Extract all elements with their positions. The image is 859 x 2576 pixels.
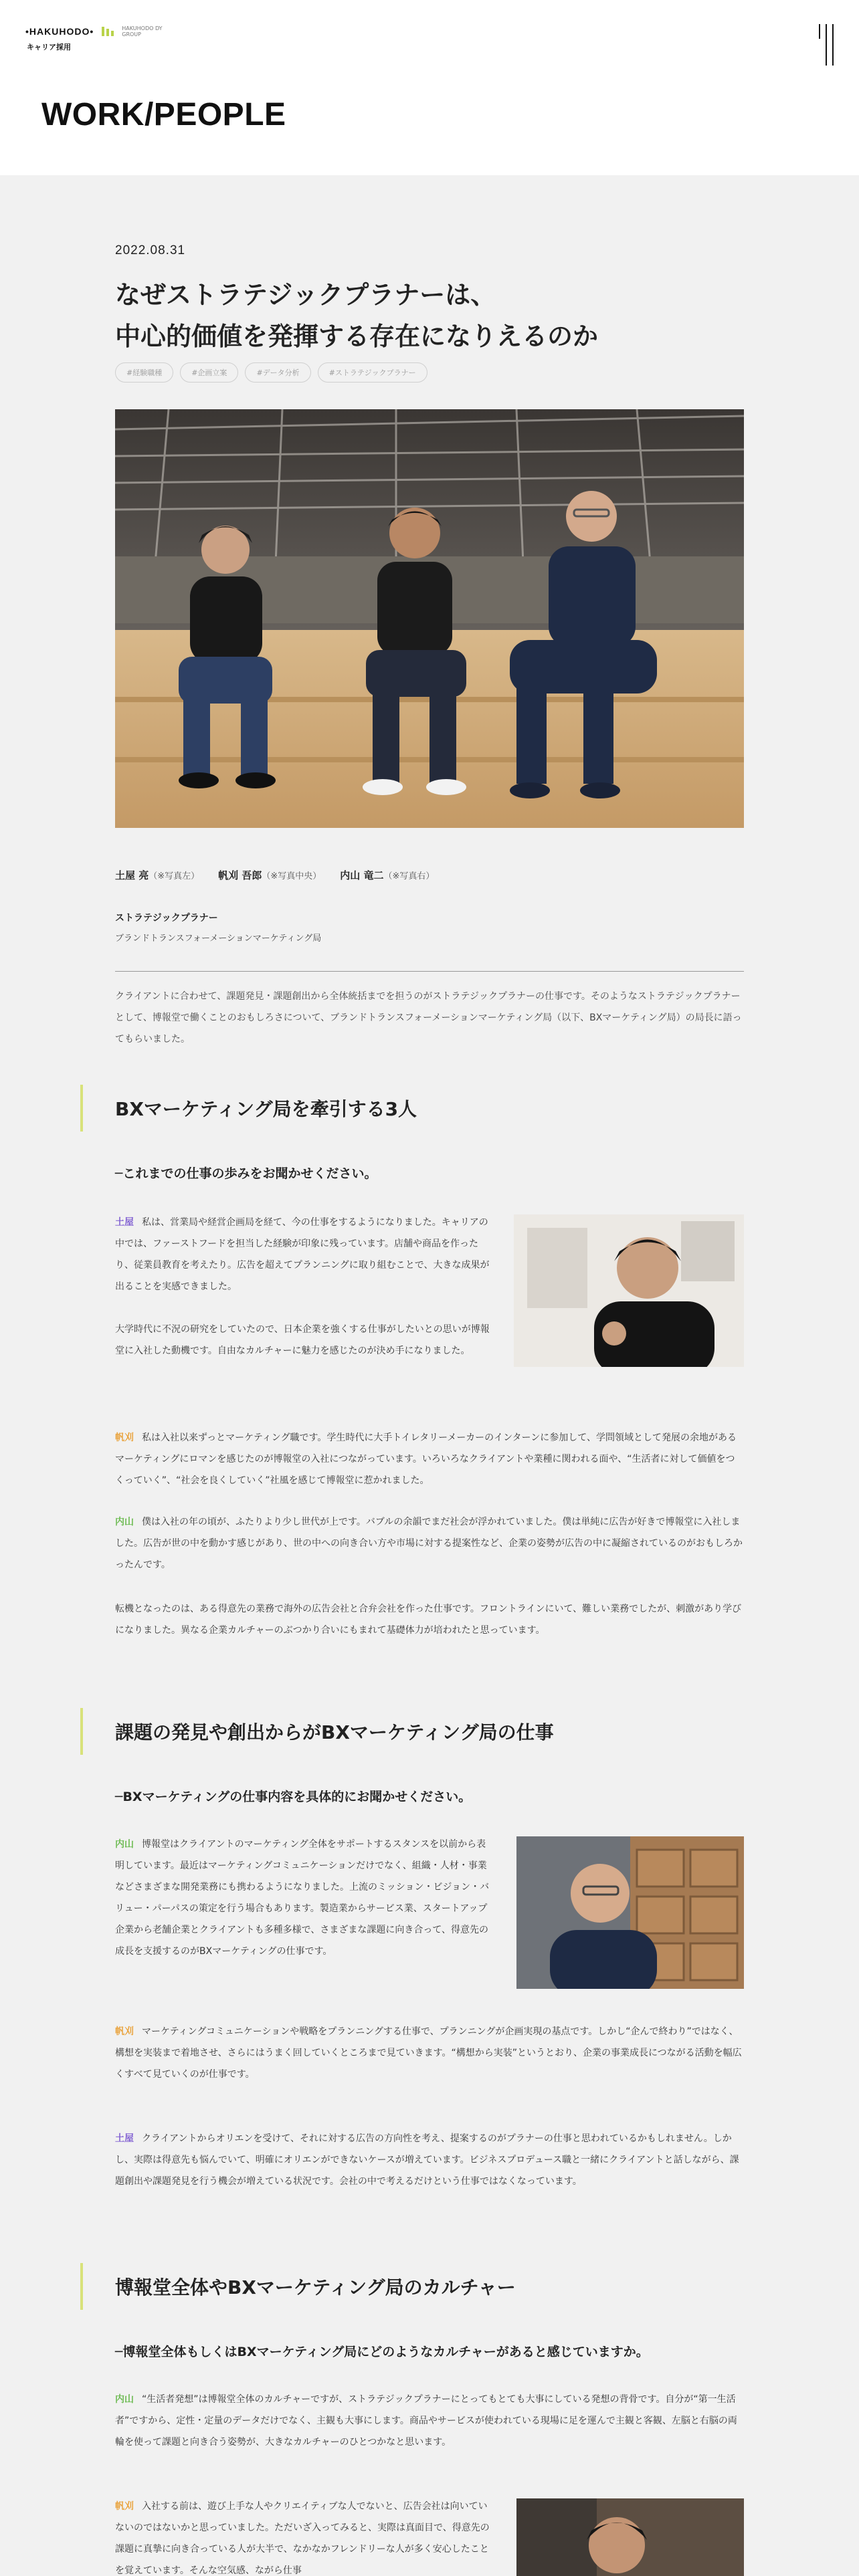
answer-text: クライアントからオリエンを受けて、それに対する広告の方向性を考え、提案するのがプラナーの仕事と思われているかもしれません。しかし、実際は得意先も悩んでいて、明確にオリエンができないケースが増えています。ビジネスプロデュース職と一緒にクライアントと話しながら、課題創出や課題発見を行う機会が増えている状況です。会社の中で考えるだけという仕事ではなくなっています。 xyxy=(115,2133,739,2187)
portrait-photo xyxy=(516,2498,744,2576)
hero-photo-illustration xyxy=(115,409,744,828)
speaker-label: 内山 xyxy=(115,1839,134,1850)
speaker-label: 土屋 xyxy=(115,1217,134,1228)
portrait-photo xyxy=(514,1214,744,1367)
person-3 xyxy=(340,868,434,882)
site-header xyxy=(0,0,859,175)
answer-text: 私は、営業局や経営企画局を経て、今の仕事をするようになりました。キャリアの中では、ファーストフードを担当した経験が印象に残っています。店舗や商品を作ったり、従業員教育を考えたり。広告を超えてプランニングに取り組むことで、大きな成果が出ることを実感できました。 xyxy=(115,1217,490,1292)
portrait-illustration xyxy=(516,2498,744,2576)
answer-text: 博報堂はクライアントのマーケティング全体をサポートするスタンスを以前から表明しています。最近はマーケティングコミュニケーションだけでなく、組織・人材・事業などさまざまな開発業務にも携わるようになりました。上流のミッション・ビジョン・バリュー・パーパスの策定を行う場合もあります。製造業からサービス業、スタートアップ企業から老舗企業とクライアントも多種多様で、さまざまな課題に向き合って、得意先の成長を支援するのがBXマーケティングの仕事です。 xyxy=(115,1839,490,1957)
person-name: 帆刈 吾郎 xyxy=(218,869,262,881)
answer-paragraph xyxy=(115,1427,744,1491)
answer-paragraph xyxy=(115,2389,744,2453)
speaker-label: 帆刈 xyxy=(115,2026,134,2037)
person-name: 内山 竜二 xyxy=(340,869,384,881)
portrait-photo xyxy=(516,1836,744,1989)
divider xyxy=(115,971,744,972)
person-photo-position: （※写真中央） xyxy=(262,871,322,881)
logo-mark-icon xyxy=(102,27,114,36)
answer-text: 入社する前は、遊び上手な人やクリエイティブな人でないと、広告会社は向いていないのではないかと思っていました。ただいざ入ってみると、実際は真面目で、得意先の課題に真摯に向き合っている人が大半で、なかなかフレンドリーな人が多く安心したことを覚えています。そんな空気感、ながら仕事 xyxy=(115,2501,490,2576)
interviewee-names xyxy=(115,868,434,882)
portrait-illustration xyxy=(514,1214,744,1367)
answer-paragraph xyxy=(115,2128,744,2192)
section-heading: 課題の発見や創出からがBXマーケティング局の仕事 xyxy=(80,1708,743,1755)
tag-link[interactable]: #経験職種 xyxy=(115,362,173,383)
answer-paragraph xyxy=(115,2021,744,2085)
site-logo[interactable] xyxy=(25,25,169,52)
speaker-label: 内山 xyxy=(115,2394,134,2405)
logo-group-text: HAKUHODO DY GROUP xyxy=(122,25,163,37)
person-name: 土屋 亮 xyxy=(115,869,149,881)
tag-list xyxy=(115,362,427,383)
interview-question: ─これまでの仕事の歩みをお聞かせください。 xyxy=(115,1166,377,1181)
logo-career-label: キャリア採用 xyxy=(27,43,71,51)
answer-text: 僕は入社の年の頃が、ふたりより少し世代が上です。バブルの余韻でまだ社会が浮かれていました。僕は単純に広告が好きで博報堂に入社しました。広告が世の中を動かす感じがあり、世の中への向き合い方や市場に対する提案性など、企業の姿勢が広告の中に凝縮されているのがおもしろかったんです。 xyxy=(115,1517,743,1570)
article-title xyxy=(115,274,598,357)
person-photo-position: （※写真左） xyxy=(149,871,200,881)
tag-link[interactable]: #企画立案 xyxy=(180,362,238,383)
department: ブランドトランスフォーメーションマーケティング局 xyxy=(115,934,322,944)
interview-question: ─BXマーケティングの仕事内容を具体的にお聞かせください。 xyxy=(115,1790,472,1804)
answer-paragraph xyxy=(115,1511,744,1576)
tag-link[interactable]: #ストラテジックプラナー xyxy=(318,362,427,383)
answer-text: 私は入社以来ずっとマーケティング職です。学生時代に大手トイレタリーメーカーのインターンに参加して、学問領域として発展の余地があるマーケティングにロマンを感じたのが博報堂の入社につながっています。いろいろなクライアントや業種に関われる面や、“生活者に対して価値をつくっていく”、“社会を良くしていく”社風を感じて博報堂に惹かれました。 xyxy=(115,1432,737,1486)
menu-icon[interactable] xyxy=(818,24,835,66)
article-date: 2022.08.31 xyxy=(115,243,186,257)
person-2 xyxy=(218,868,321,882)
speaker-label: 土屋 xyxy=(115,2133,134,2144)
job-title: ストラテジックプラナー xyxy=(115,913,218,924)
speaker-label: 帆刈 xyxy=(115,2501,134,2512)
answer-paragraph xyxy=(115,1212,490,1297)
lead-paragraph: クライアントに合わせて、課題発見・課題創出から全体統括までを担うのがストラテジックプラナーの仕事です。そのようなストラテジックプラナーとして、博報堂で働くことのおもしろさについて、ブランドトランスフォーメーションマーケティング局（以下、BXマーケティング局）の局長に語ってもらいました。 xyxy=(115,991,742,1045)
article-title-line2: 中心的価値を発揮する存在になりえるのか xyxy=(115,322,599,351)
answer-paragraph: 大学時代に不況の研究をしていたので、日本企業を強くする仕事がしたいとの思いが博報堂に入社した動機です。自由なカルチャーに魅力を感じたのが決め手になりました。 xyxy=(115,1324,490,1356)
answer-paragraph: 転機となったのは、ある得意先の業務で海外の広告会社と合弁会社を作った仕事です。フロントラインにいて、難しい業務でしたが、刺激があり学びになりました。異なる企業カルチャーのぶつかり合いにもまれて基礎体力が培われたと思っています。 xyxy=(115,1604,742,1636)
answer-paragraph xyxy=(115,1834,490,1962)
person-1 xyxy=(115,868,199,882)
answer-text: “生活者発想”は博報堂全体のカルチャーですが、ストラテジックプラナーにとってもとても大事にしている発想の背骨です。自分が“第一生活者”ですから、定性・定量のデータだけでなく、主観も大事にします。商品やサービスが使われている現場に足を運んで主観と客観、左脳と右脳の両輪を使って課題と向き合う姿勢が、大きなカルチャーのひとつかなと思います。 xyxy=(115,2394,737,2448)
speaker-label: 内山 xyxy=(115,1517,134,1527)
tag-link[interactable]: #データ分析 xyxy=(245,362,310,383)
speaker-label: 帆刈 xyxy=(115,1432,134,1443)
section-heading: BXマーケティング局を牽引する3人 xyxy=(80,1085,743,1132)
section-heading: 博報堂全体やBXマーケティング局のカルチャー xyxy=(80,2263,743,2310)
answer-paragraph xyxy=(115,2496,490,2576)
person-photo-position: （※写真右） xyxy=(383,871,435,881)
hero-photo xyxy=(115,409,744,828)
interview-question: ─博報堂全体もしくはBXマーケティング局にどのようなカルチャーがあると感じていますか。 xyxy=(115,2345,649,2359)
page-title: WORK/PEOPLE xyxy=(41,97,286,132)
answer-text: マーケティングコミュニケーションや戦略をプランニングする仕事で、プランニングが企画実現の基点です。しかし“企んで終わり”ではなく、構想を実装まで着地させ、さらにはうまく回していくところまで見ていきます。“構想から実装”というとおり、企業の事業成長につながる活動を幅広くすべて見ていくのが仕事です。 xyxy=(115,2026,742,2080)
portrait-illustration xyxy=(516,1836,744,1989)
article-title-line1: なぜストラテジックプラナーは、 xyxy=(115,280,496,310)
logo-wordmark: •HAKUHODO• xyxy=(25,26,94,37)
